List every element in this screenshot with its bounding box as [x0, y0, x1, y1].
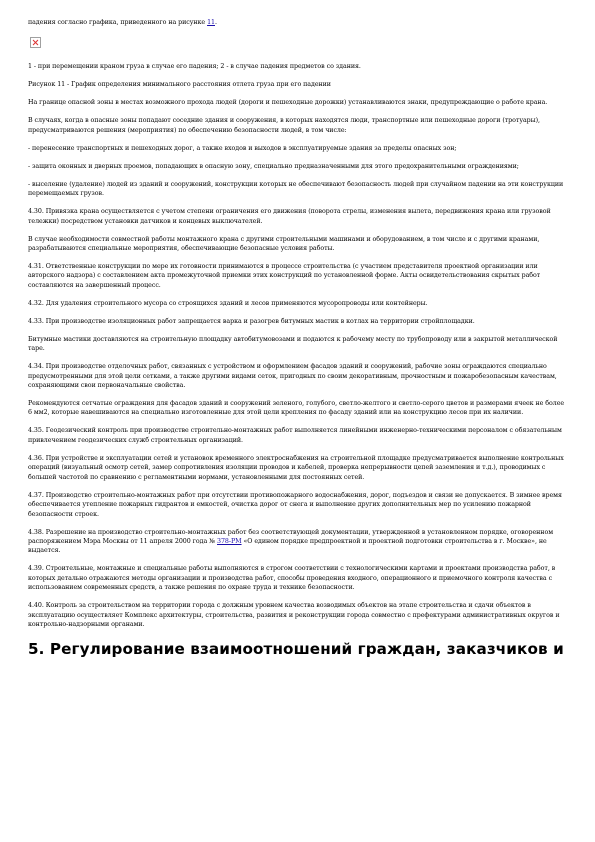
paragraph-neighbor-buildings: В случаях, когда в опасные зоны попадают соседние здания и сооружения, в которых находятся люди, транспортные или пешеходные дороги (тротуары), предусматриваются решения (мероприятия) по обеспечению безопасности людей, в том числе:	[28, 117, 540, 134]
paragraph-warning-signs: На границе опасной зоны в местах возможного прохода людей (дороги и пешеходные дорожки) устанавливаются знаки, предупреждающие о работе крана.	[28, 99, 548, 107]
broken-image-icon	[30, 37, 41, 48]
paragraph-4-38	[28, 528, 568, 556]
paragraph-4-37: 4.37. Производство строительно-монтажных работ при отсутствии противопожарного водоснабжения, дорог, подъездов и связи не допускается. В зимнее время обеспечивается утепление пожарных гидрантов и емкостей, очистка дорог от снега и выполнение других дополнительных мер по усилению пожарной безопасности строек.	[28, 491, 562, 518]
paragraph-4-32: 4.32. Для удаления строительного мусора со строящихся зданий и лесов применяются мусоропроводы или контейнеры.	[28, 299, 428, 307]
paragraph-4-34: 4.34. При производстве отделочных работ, связанных с устройством и оформлением фасадов зданий и сооружений, рабочие зоны ограждаются специально предусмотренными для этой цели сетками, а также другими видами сеток, пригодных по своим декоративным, прочностным и пожаробезопасным качествам, сохраняющими свои первоначальные свойства.	[28, 363, 557, 390]
paragraph-4-35: 4.35. Геодезический контроль при производстве строительно-монтажных работ выполняется линейными инженерно-техническими персоналом с обязательным привлечением геодезических служб строительных организаций.	[28, 427, 562, 444]
paragraph-4-30: 4.30. Привязка крана осуществляется с учетом степени ограничения его движения (поворота стрелы, изменения вылета, передвижения крана или грузовой тележки) посредством установки датчиков и концевых выключателей.	[28, 208, 551, 225]
figure-11-link[interactable]: 11	[207, 19, 215, 26]
document-page	[28, 18, 568, 659]
paragraph-4-38-text-end: «О едином порядке предпроектной и проектной подготовки строительства в г. Москве», не выдается.	[28, 537, 547, 555]
figure-caption: Рисунок 11 - График определения минимального расстояния отлета груза при его падении	[28, 81, 331, 89]
intro-paragraph	[28, 18, 568, 27]
paragraph-4-33: 4.33. При производстве изоляционных работ запрещается варка и разогрев битумных мастик в котлах на территории стройплощадки.	[28, 317, 475, 325]
paragraph-4-31: 4.31. Ответственные конструкции по мере их готовности принимаются в процессе строительства (с участием представителя проектной организации или авторского надзора) с составлением акта промежуточной приемки этих конструкций по установленной форме. Акты освидетельствования скрытых работ составляются на завершенный процесс.	[28, 263, 541, 289]
section-5-heading: 5. Регулирование взаимоотношений граждан, заказчиков и	[28, 640, 564, 659]
paragraph-4-40: 4.40. Контроль за строительством на территории города с должным уровнем качества возводимых объектов на этапе строительства и сдачи объектов в эксплуатацию осуществляет Комплекс архитектуры, строительства, развития и реконструкции города совместно с префектурами административных округов и контрольно-надзорными органами.	[28, 602, 560, 628]
list-item-windows: - защита оконных и дверных проемов, попадающих в опасную зону, специально предназначенными для этого предохранительными ограждениями;	[28, 162, 519, 170]
paragraph-bitumen: Битумные мастики доставляются на строительную площадку автобитумовозами и подаются к рабочему месту по трубопроводу или в закрытой металлической таре.	[28, 335, 558, 353]
intro-text: падения согласно графика, приведенного на рисунке	[28, 19, 208, 26]
list-item-roads: - перенесение транспортных и пешеходных дорог, а также входов и выходов в эксплуатируемые здания за пределы опасных зон;	[28, 144, 457, 152]
paragraph-4-36: 4.36. При устройстве и эксплуатации сетей и установок временного электроснабжения на строительной площадке предусматривается выполнение контрольных операций (визуальный осмотр сетей, замер сопротивления изоляции проводов и кабелей, проверка непрерывности цепей заземления и т.д.), проводимых с большей частотой по сравнению с регламентными нормами, установленными для постоянных сетей.	[28, 454, 564, 481]
paragraph-nets: Рекомендуются сетчатые ограждения для фасадов зданий и сооружений зеленого, голубого, светло-желтого и светло-серого цветов и размерами ячеек не более 6 мм2, которые навешиваются на специально изготовленные для этой цели крепления по фасаду зданий или на конструкцию лесов при их наличии.	[28, 400, 565, 417]
list-item-eviction: - выселение (удаление) людей из зданий и сооружений, конструкции которых не обеспечивают безопасность людей при случайном падении на эти конструкции перемещаемых грузов.	[28, 180, 564, 198]
paragraph-4-39: 4.39. Строительные, монтажные и специальные работы выполняются в строгом соответствии с технологическими картами и проектами производства работ, в которых детально отражаются методы организации и производства работ, способы проведения входного, операционного и приемочного контроля качества с использованием современных средств, а также решения по охране труда и технике безопасности.	[28, 565, 556, 592]
paragraph-joint-work: В случае необходимости совместной работы монтажного крана с другими строительными машинами и оборудованием, в том числе и с другими кранами, разрабатываются специальные мероприятия, обеспечивающие безопасные условия работы.	[28, 235, 540, 253]
figure-legend: 1 - при перемещении краном груза в случае его падения; 2 - в случае падения предметов со здания.	[28, 63, 361, 71]
order-378-rm-link[interactable]: 378-РМ	[217, 537, 242, 545]
intro-end: .	[214, 19, 217, 26]
paragraph-4-38-text: 4.38. Разрешение на производство строительно-монтажных работ без соответствующей документации, утвержденной в установленном порядке, оговоренном распоряжением Мэра Москвы от 11 апреля 2000 года №	[28, 528, 554, 545]
